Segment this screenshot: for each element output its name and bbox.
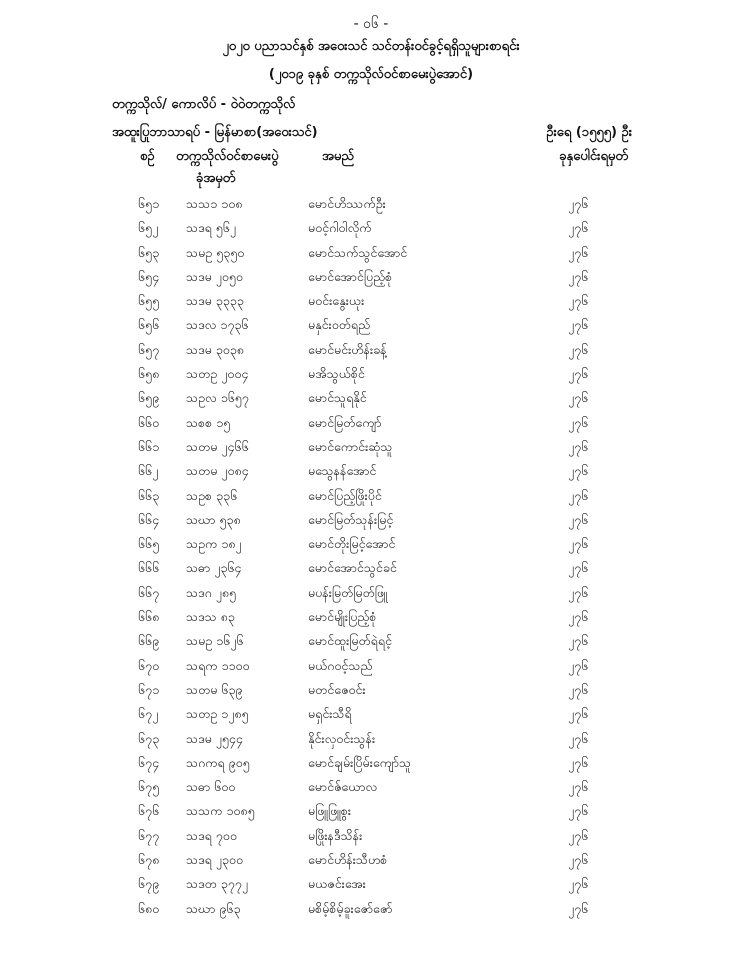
total-score: ၂၇၆: [568, 803, 589, 819]
student-name: မယဇင်းအေး: [308, 876, 366, 892]
table-row: [0, 852, 742, 876]
table-row: [0, 512, 742, 536]
student-name: မောင်သူရနိုင်: [308, 390, 367, 406]
roll-number: သသက ၁၀၈၅: [186, 803, 255, 819]
student-name: မယ်ဂဝင့်သည်: [308, 657, 373, 673]
row-number: ၆၇၄: [138, 754, 160, 770]
total-score: ၂၇၆: [568, 827, 589, 843]
total-score: ၂၇၆: [568, 852, 589, 868]
roll-number: သတဥ ၂၀၀၄: [186, 366, 249, 382]
table-row: [0, 755, 742, 779]
roll-number: သဒသ ၈၃: [186, 609, 235, 625]
university-line: တက္ကသိုလ်/ ကောလိပ် - ဝဲဝဲတက္ကသိုလ်: [112, 97, 296, 112]
roll-number: သဃာ ၉၆၃: [186, 900, 241, 916]
results-table: [0, 196, 742, 925]
column-header-roll: တက္ကသိုလ်ဝင်စာမေးပွဲ: [176, 149, 279, 164]
row-number: ၆၆၀: [138, 414, 160, 430]
table-row: [0, 585, 742, 609]
total-score: ၂၇၆: [568, 754, 589, 770]
table-row: [0, 366, 742, 390]
total-score: ၂၇၆: [568, 584, 589, 600]
total-score: ၂၇၆: [568, 536, 589, 552]
roll-number: သမဥ ၅၃၅၀: [186, 244, 245, 260]
table-row: [0, 463, 742, 487]
total-score: ၂၇၆: [568, 317, 589, 333]
row-number: ၆၅၇: [138, 341, 160, 357]
row-number: ၆၅၅: [138, 293, 160, 309]
total-score: ၂၇၆: [568, 366, 589, 382]
student-name: မောင်ပြည့်ဖြိုးပိုင်: [308, 487, 382, 503]
total-score: ၂၇၆: [568, 681, 589, 697]
row-number: ၆၇၃: [138, 730, 160, 746]
roll-number: သဃာ ၅၃၈: [186, 511, 241, 527]
total-score: ၂၇၆: [568, 463, 589, 479]
row-number: ၆၅၆: [138, 317, 160, 333]
row-number: ၆၇၆: [138, 803, 160, 819]
student-name: မောင်ကောင်းဆုံသူ: [308, 438, 393, 454]
roll-number: သဒဂ ၂၈၅: [186, 584, 237, 600]
student-name: မောင်မြတ်သုန်းမြင့်: [308, 511, 394, 527]
column-header-roll-2: ခုံအမှတ်: [196, 171, 236, 186]
roll-number: သတဥ ၁၂၈၅: [186, 706, 249, 722]
roll-number: သဒမ ၃၀၃၈: [186, 341, 244, 357]
score-header-count: ဦးရေ (၁၅၅၅) ဦး: [546, 125, 632, 140]
table-row: [0, 220, 742, 244]
roll-number: သဒမ ၂၅၄၄: [186, 730, 243, 746]
row-number: ၆၆၅: [138, 536, 160, 552]
row-number: ၆၇၈: [138, 852, 160, 868]
table-row: [0, 390, 742, 414]
roll-number: သဓာ ၆၀၀: [186, 779, 236, 795]
row-number: ၆၆၃: [138, 487, 160, 503]
roll-number: သဂကရ ၉၀၅: [186, 754, 250, 770]
table-row: [0, 293, 742, 317]
row-number: ၆၅၈: [138, 366, 160, 382]
total-score: ၂၇၆: [568, 438, 589, 454]
roll-number: သသ၁ ၁၀၈: [186, 196, 243, 211]
roll-number: သတမ ၂၀၈၄: [186, 463, 249, 479]
row-number: ၆၅၁: [138, 196, 160, 211]
roll-number: သဒရ ၂၃၀၀: [186, 852, 243, 868]
table-row: [0, 560, 742, 584]
total-score: ၂၇၆: [568, 414, 589, 430]
row-number: ၆၅၃: [138, 244, 160, 260]
roll-number: သဥလ ၁၆၅၇: [186, 390, 249, 406]
table-row: [0, 245, 742, 269]
table-row: [0, 658, 742, 682]
total-score: ၂၇၆: [568, 341, 589, 357]
table-row: [0, 682, 742, 706]
total-score: ၂၇၆: [568, 293, 589, 309]
roll-number: သတမ ၂၄၆၆: [186, 438, 249, 454]
table-row: [0, 828, 742, 852]
row-number: ၆၇၀: [138, 657, 160, 673]
student-name: မဖြူဖြူစွး: [308, 803, 352, 819]
student-name: မောင်ဟိဿက်ဦး: [308, 196, 386, 211]
total-score: ၂၇၆: [568, 560, 589, 576]
table-row: [0, 876, 742, 900]
student-name: နိုင်းလှဝင်းသွန်း: [308, 730, 376, 746]
document-title: ၂၀၂၀ ပညာသင်နှစ် အဝေးသင် သင်တန်းဝင်ခွင့်ရရှိသူများစာရင်း: [222, 39, 520, 54]
roll-number: သရက ၁၁၀၀: [186, 657, 250, 673]
table-row: [0, 633, 742, 657]
total-score: ၂၇၆: [568, 900, 589, 916]
total-score: ၂၇၆: [568, 609, 589, 625]
roll-number: သဥစ ၃၃၆: [186, 487, 238, 503]
total-score: ၂၇၆: [568, 196, 589, 211]
student-name: မောင်မျိုးပြည့်စုံ: [308, 609, 377, 625]
student-name: မောင်ဇ်ယောလ: [308, 779, 378, 795]
table-row: [0, 609, 742, 633]
total-score: ၂၇၆: [568, 876, 589, 892]
table-row: [0, 803, 742, 827]
total-score: ၂၇၆: [568, 244, 589, 260]
student-name: မဖြိုးနဒီသိန်း: [308, 827, 363, 843]
student-name: မောင်မင်းဟိန်းခန့်: [308, 341, 387, 357]
student-name: မောင်အောင်ပြည့်စုံ: [308, 268, 393, 284]
student-name: မပန်းမြတ်မြတ်ဖြူ: [308, 584, 388, 600]
student-name: မောင်အောင်သွင်ခင်: [308, 560, 397, 576]
roll-number: သဒရ ၅၆၂: [186, 220, 236, 236]
total-score: ၂၇၆: [568, 657, 589, 673]
column-header-name: အမည်: [322, 149, 354, 164]
student-name: မောင်တိုးမြင့်အောင်: [308, 536, 396, 552]
total-score: ၂၇၆: [568, 633, 589, 649]
table-row: [0, 196, 742, 220]
table-row: [0, 342, 742, 366]
row-number: ၆၆၂: [138, 463, 159, 479]
row-number: ၆၅၄: [138, 268, 160, 284]
document-subtitle: (၂၀၁၉ ခုနှစ် တက္ကသိုလ်ဝင်စာမေးပွဲအောင်): [268, 67, 474, 82]
student-name: မအိသွယ်စိုင်: [308, 366, 365, 382]
total-score: ၂၇၆: [568, 390, 589, 406]
total-score: ၂၇၆: [568, 730, 589, 746]
student-name: မစိမ့်စိမ့်ခူးဇော်ဇော်: [308, 900, 393, 916]
table-row: [0, 269, 742, 293]
row-number: ၆၇၉: [138, 876, 160, 892]
table-row: [0, 536, 742, 560]
table-row: [0, 317, 742, 341]
student-name: မရှင်းသီရိ: [308, 706, 352, 722]
row-number: ၆၅၉: [138, 390, 160, 406]
roll-number: သဒလ ၁၇၃၆: [186, 317, 249, 333]
student-name: မောင်ချမ်းပြိမ်းကျော်သူ: [308, 754, 412, 770]
student-name: မဝင့်ဂါဝါလိုက်: [308, 220, 372, 236]
roll-number: သတမ ၆၃၉: [186, 681, 243, 697]
row-number: ၆၆၁: [138, 438, 160, 454]
total-score: ၂၇၆: [568, 511, 589, 527]
total-score: ၂၇၆: [568, 220, 589, 236]
row-number: ၆၆၆: [138, 560, 160, 576]
score-header-label: ခုနှပေါင်းရမှတ်: [559, 149, 628, 164]
student-name: မသွေနန်အောင်: [308, 463, 377, 479]
table-row: [0, 706, 742, 730]
table-row: [0, 901, 742, 925]
column-header-no: စဉ်: [140, 149, 155, 164]
roll-number: သဒတ ၃၇၇၂: [186, 876, 248, 892]
row-number: ၆၆၉: [138, 633, 160, 649]
student-name: မောင်ဟိန်းသီဟစံ: [308, 852, 388, 868]
roll-number: သဓာ ၂၃၆၄: [186, 560, 242, 576]
row-number: ၆၈၀: [138, 900, 160, 916]
total-score: ၂၇၆: [568, 268, 589, 284]
table-row: [0, 779, 742, 803]
total-score: ၂၇၆: [568, 779, 589, 795]
row-number: ၆၆၇: [138, 584, 160, 600]
student-name: မောင်ထူးမြတ်ရဲရင့်: [308, 633, 392, 649]
row-number: ၆၇၇: [138, 827, 160, 843]
roll-number: သဒမ ၃၃၃၃: [186, 293, 244, 309]
page-number: - ၀၆ -: [353, 16, 389, 32]
roll-number: သဥက ၁၈၂: [186, 536, 242, 552]
student-name: မဝင်းနွေးယုး: [308, 293, 365, 309]
roll-number: သမဥ ၁၆၂၆: [186, 633, 244, 649]
student-name: မတင်ဇေဝင်း: [308, 681, 366, 697]
student-name: မနှင်းဝတ်ရည်: [308, 317, 371, 333]
roll-number: သစစ ၁၅: [186, 414, 231, 430]
roll-number: သဒရ ၇၀၀: [186, 827, 237, 843]
table-row: [0, 488, 742, 512]
row-number: ၆၅၂: [138, 220, 159, 236]
row-number: ၆၆၄: [138, 511, 160, 527]
student-name: မောင်မြတ်ကျော်: [308, 414, 382, 430]
total-score: ၂၇၆: [568, 706, 589, 722]
total-score: ၂၇၆: [568, 487, 589, 503]
specialization-line: အထူးပြုဘာသာရပ် - မြန်မာစာ(အဝေးသင်): [112, 125, 318, 140]
table-row: [0, 731, 742, 755]
roll-number: သဒမ ၂၀၅၀: [186, 268, 243, 284]
row-number: ၆၇၁: [138, 681, 160, 697]
student-name: မောင်သက်သွင်အောင်: [308, 244, 408, 260]
row-number: ၆၇၂: [138, 706, 159, 722]
table-row: [0, 415, 742, 439]
table-row: [0, 439, 742, 463]
row-number: ၆၇၅: [138, 779, 160, 795]
row-number: ၆၆၈: [138, 609, 160, 625]
